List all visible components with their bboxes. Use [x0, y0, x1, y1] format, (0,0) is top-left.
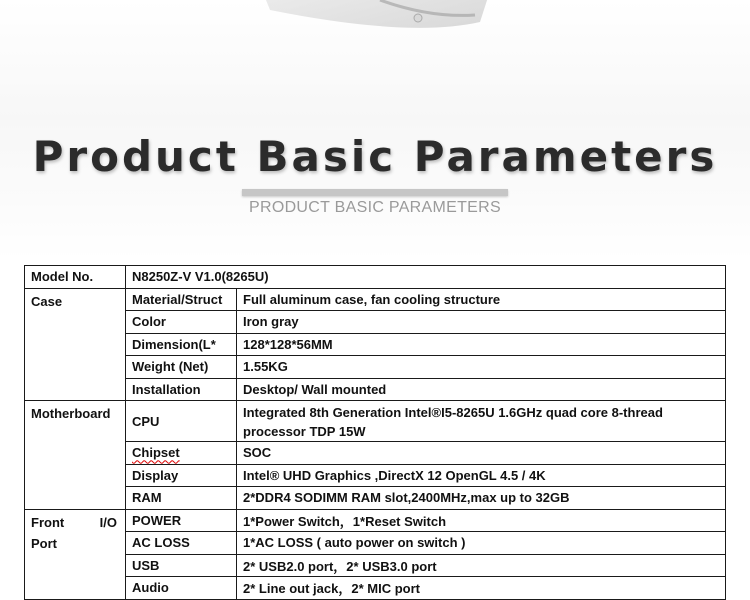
category-word: Port: [31, 535, 57, 551]
category-cell: Model No.: [25, 266, 126, 289]
item-cell: Installation: [126, 378, 237, 401]
item-cell: AC LOSS: [126, 532, 237, 555]
item-cell: Color: [126, 311, 237, 334]
item-cell: Weight (Net): [126, 356, 237, 379]
category-word: I/O: [99, 514, 117, 530]
value-cell: 1.55KG: [237, 356, 726, 379]
item-cell: Material/Struct: [126, 288, 237, 311]
item-cell: Audio: [126, 577, 237, 600]
model-value-cell: N8250Z-V V1.0(8265U): [126, 266, 726, 289]
category-cell: Motherboard: [25, 401, 126, 510]
item-text: Chipset: [132, 445, 180, 461]
value-cell: Iron gray: [237, 311, 726, 334]
item-cell: Display: [126, 464, 237, 487]
value-cell: Integrated 8th Generation Intel®I5-8265U 1.6GHz quad core 8-thread processor TDP 15W: [237, 401, 726, 442]
table-row: [25, 356, 726, 379]
table-row: [25, 333, 726, 356]
table-row: [25, 509, 726, 532]
value-cell: 2* Line out jack，2* MIC port: [237, 577, 726, 600]
table-row: [25, 464, 726, 487]
value-cell: 1*AC LOSS ( auto power on switch ): [237, 532, 726, 555]
value-cell: 2* USB2.0 port，2* USB3.0 port: [237, 554, 726, 577]
table-row: [25, 288, 726, 311]
product-device-image: [230, 0, 530, 30]
page-subtitle: PRODUCT BASIC PARAMETERS: [249, 199, 501, 216]
table-row: [25, 401, 726, 442]
table-row: [25, 266, 726, 289]
value-cell: Desktop/ Wall mounted: [237, 378, 726, 401]
value-cell: 1*Power Switch，1*Reset Switch: [237, 509, 726, 532]
category-word: Front: [31, 514, 65, 530]
table-row: [25, 378, 726, 401]
item-cell: [126, 442, 237, 465]
title-underline: [242, 189, 508, 196]
value-cell: Intel® UHD Graphics ,DirectX 12 OpenGL 4.5 / 4K: [237, 464, 726, 487]
value-cell: Full aluminum case, fan cooling structure: [237, 288, 726, 311]
value-cell: 2*DDR4 SODIMM RAM slot,2400MHz,max up to 32GB: [237, 487, 726, 510]
value-cell: 128*128*56MM: [237, 333, 726, 356]
table-row: [25, 311, 726, 334]
category-cell: Case: [25, 288, 126, 401]
item-cell: CPU: [126, 401, 237, 442]
category-cell: [25, 509, 126, 599]
header-background: [0, 0, 750, 260]
table-row: [25, 577, 726, 600]
page-title: Product Basic Parameters: [32, 132, 718, 181]
table-row: [25, 442, 726, 465]
item-cell: Dimension(L*: [126, 333, 237, 356]
item-cell: USB: [126, 554, 237, 577]
specs-table: [24, 265, 726, 600]
table-row: [25, 487, 726, 510]
item-cell: POWER: [126, 509, 237, 532]
table-row: [25, 532, 726, 555]
value-cell: SOC: [237, 442, 726, 465]
table-row: [25, 554, 726, 577]
category-line: [31, 512, 117, 533]
item-cell: RAM: [126, 487, 237, 510]
